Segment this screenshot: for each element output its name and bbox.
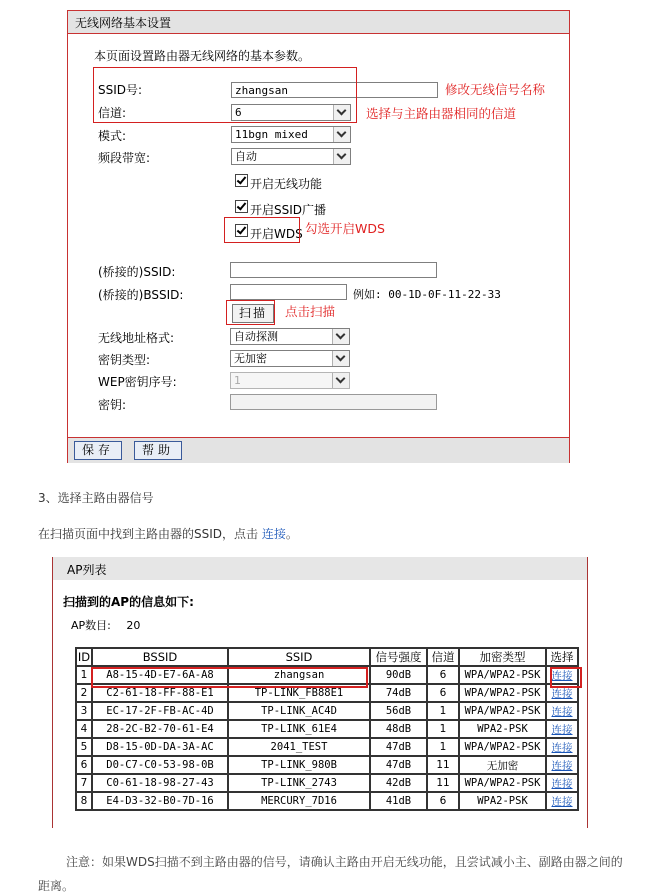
ssid-channel-highlight: [93, 67, 357, 123]
connect-link[interactable]: 连接: [551, 795, 573, 808]
chevron-down-icon: [332, 373, 349, 388]
cell-channel: 1: [427, 702, 459, 720]
connect-highlight: [550, 667, 582, 688]
target-ap-highlight: [91, 667, 368, 688]
cell-encryption: WPA/WPA2-PSK: [459, 684, 546, 702]
chevron-down-icon[interactable]: [332, 351, 349, 366]
table-row: [76, 720, 578, 738]
cell-signal: 74dB: [370, 684, 427, 702]
ssid-label: SSID号:: [98, 83, 143, 97]
connect-link[interactable]: 连接: [551, 687, 573, 700]
mode-value: 11bgn mixed: [235, 128, 308, 141]
ap-count-value: 20: [126, 619, 141, 632]
cell-encryption: WPA2-PSK: [459, 792, 546, 810]
mode-select[interactable]: [231, 126, 351, 143]
cell-bssid: C2-61-18-FF-88-E1: [92, 684, 228, 702]
table-row: [76, 756, 578, 774]
key-type-value: 无加密: [234, 352, 267, 365]
wds-highlight: [224, 217, 300, 243]
scan-highlight: [226, 300, 275, 325]
cell-channel: 6: [427, 792, 459, 810]
ap-list-subtitle: 扫描到的AP的信息如下:: [63, 595, 194, 609]
cell-id: 1: [76, 666, 92, 684]
bandwidth-label: 频段带宽:: [98, 151, 151, 165]
cell-channel: 6: [427, 666, 459, 684]
enable-ssid-broadcast-label: 开启SSID广播: [250, 203, 327, 217]
cell-ssid: MERCURY_7D16: [228, 792, 370, 810]
cell-signal: 47dB: [370, 756, 427, 774]
ap-count-label: AP数目:: [71, 619, 111, 632]
cell-ssid: TP-LINK_FB88E1: [228, 684, 370, 702]
ssid-input[interactable]: zhangsan: [231, 82, 438, 98]
cell-select: [546, 738, 578, 756]
cell-ssid: TP-LINK_AC4D: [228, 702, 370, 720]
wds-annotation: 勾选开启WDS: [305, 221, 385, 236]
connect-link[interactable]: 连接: [551, 741, 573, 754]
cell-bssid: E4-D3-32-B0-7D-16: [92, 792, 228, 810]
note-line1: 注意：如果WDS扫描不到主路由器的信号，请确认主路由开启无线功能，且尝试减小主、副路由器之间的: [66, 855, 623, 869]
bridged-bssid-label: (桥接的)BSSID:: [98, 288, 184, 302]
enable-wireless-checkbox[interactable]: [235, 174, 248, 187]
channel-annotation: 选择与主路由器相同的信道: [366, 106, 517, 121]
cell-ssid: TP-LINK_2743: [228, 774, 370, 792]
cell-encryption: WPA/WPA2-PSK: [459, 702, 546, 720]
cell-id: 6: [76, 756, 92, 774]
col-bssid: BSSID: [92, 648, 228, 666]
instruction-suffix: 。: [285, 527, 298, 541]
cell-encryption: WPA/WPA2-PSK: [459, 774, 546, 792]
addr-format-value: 自动探测: [234, 330, 278, 343]
cell-id: 4: [76, 720, 92, 738]
instruction-text: 在扫描页面中找到主路由器的SSID，点击: [38, 527, 262, 541]
cell-bssid: D0-C7-C0-53-98-0B: [92, 756, 228, 774]
chevron-down-icon[interactable]: [332, 329, 349, 344]
cell-select: [546, 720, 578, 738]
addr-format-label: 无线地址格式:: [98, 331, 175, 345]
scan-annotation: 点击扫描: [285, 304, 336, 319]
panel-footer: [68, 437, 569, 463]
key-type-label: 密钥类型:: [98, 353, 151, 367]
cell-signal: 90dB: [370, 666, 427, 684]
cell-channel: 11: [427, 774, 459, 792]
instruction-connect-link[interactable]: 连接: [261, 527, 286, 541]
connect-link[interactable]: 连接: [551, 723, 573, 736]
channel-label: 信道:: [98, 106, 127, 120]
cell-channel: 1: [427, 738, 459, 756]
ap-list-header: [53, 557, 587, 580]
col-channel: 信道: [427, 648, 459, 666]
cell-id: 5: [76, 738, 92, 756]
cell-signal: 41dB: [370, 792, 427, 810]
connect-link[interactable]: 连接: [551, 759, 573, 772]
cell-ssid: TP-LINK_61E4: [228, 720, 370, 738]
enable-wds-label: 开启WDS: [250, 227, 303, 241]
ap-count: [71, 617, 140, 633]
wep-index-label: WEP密钥序号:: [98, 375, 177, 389]
table-row: [76, 792, 578, 810]
cell-ssid: TP-LINK_980B: [228, 756, 370, 774]
bridged-ssid-label: (桥接的)SSID:: [98, 265, 176, 279]
addr-format-select[interactable]: [230, 328, 350, 345]
save-button[interactable]: 保存: [74, 441, 122, 460]
cell-ssid: 2041_TEST: [228, 738, 370, 756]
col-ssid: SSID: [228, 648, 370, 666]
cell-bssid: D8-15-0D-DA-3A-AC: [92, 738, 228, 756]
enable-ssid-broadcast-checkbox[interactable]: [235, 200, 248, 213]
connect-link[interactable]: 连接: [551, 669, 573, 682]
cell-select: [546, 792, 578, 810]
step-instruction: [38, 525, 298, 542]
col-id: ID: [77, 650, 91, 664]
cell-bssid: A8-15-4D-E7-6A-A8: [92, 666, 228, 684]
cell-signal: 42dB: [370, 774, 427, 792]
mode-label: 模式:: [98, 129, 127, 143]
bridged-bssid-input[interactable]: [230, 284, 347, 300]
cell-select: [546, 774, 578, 792]
cell-bssid: 28-2C-B2-70-61-E4: [92, 720, 228, 738]
key-label: 密钥:: [98, 398, 127, 412]
cell-encryption: 无加密: [459, 756, 546, 774]
enable-wireless-label: 开启无线功能: [250, 177, 323, 191]
note-line2: 距离。: [38, 879, 75, 893]
cell-signal: 47dB: [370, 738, 427, 756]
cell-encryption: WPA/WPA2-PSK: [459, 738, 546, 756]
key-type-select[interactable]: [230, 350, 350, 367]
connect-link[interactable]: 连接: [551, 705, 573, 718]
cell-channel: 6: [427, 684, 459, 702]
cell-channel: 1: [427, 720, 459, 738]
table-row: [76, 702, 578, 720]
ssid-annotation: 修改无线信号名称: [445, 82, 546, 97]
table-row: [76, 738, 578, 756]
cell-select: [546, 756, 578, 774]
ap-list-panel: [52, 557, 588, 828]
col-signal: 信号强度: [370, 648, 427, 666]
col-select: 选择: [546, 648, 578, 666]
cell-bssid: C0-61-18-98-27-43: [92, 774, 228, 792]
connect-link[interactable]: 连接: [551, 777, 573, 790]
wep-index-select: [230, 372, 350, 389]
cell-encryption: WPA2-PSK: [459, 720, 546, 738]
help-button[interactable]: 帮助: [134, 441, 182, 460]
cell-id: 8: [76, 792, 92, 810]
step-title: 3、选择主路由器信号: [38, 491, 154, 505]
ap-list-title: AP列表: [67, 563, 107, 577]
bandwidth-select[interactable]: [231, 148, 351, 165]
bridged-ssid-input[interactable]: [230, 262, 437, 278]
wep-index-value: 1: [234, 374, 241, 387]
cell-signal: 48dB: [370, 720, 427, 738]
cell-id: 2: [76, 684, 92, 702]
cell-id: 3: [76, 702, 92, 720]
panel-title: 无线网络基本设置: [75, 16, 172, 30]
cell-id: 7: [76, 774, 92, 792]
key-input: [230, 394, 437, 410]
cell-encryption: WPA/WPA2-PSK: [459, 666, 546, 684]
bssid-example: 例如: 00-1D-0F-11-22-33: [353, 288, 501, 301]
bandwidth-value: 自动: [235, 150, 257, 163]
ap-table-header: [76, 648, 578, 666]
cell-bssid: EC-17-2F-FB-AC-4D: [92, 702, 228, 720]
table-row: [76, 774, 578, 792]
cell-channel: 11: [427, 756, 459, 774]
chevron-down-icon[interactable]: [333, 149, 350, 164]
channel-value: 6: [235, 106, 242, 119]
scan-button[interactable]: 扫描: [232, 304, 274, 323]
panel-header: [68, 11, 569, 34]
panel-description: 本页面设置路由器无线网络的基本参数。: [94, 49, 311, 63]
cell-signal: 56dB: [370, 702, 427, 720]
chevron-down-icon[interactable]: [333, 127, 350, 142]
cell-select: [546, 702, 578, 720]
col-encryption: 加密类型: [459, 648, 546, 666]
cell-ssid: zhangsan: [228, 666, 370, 684]
